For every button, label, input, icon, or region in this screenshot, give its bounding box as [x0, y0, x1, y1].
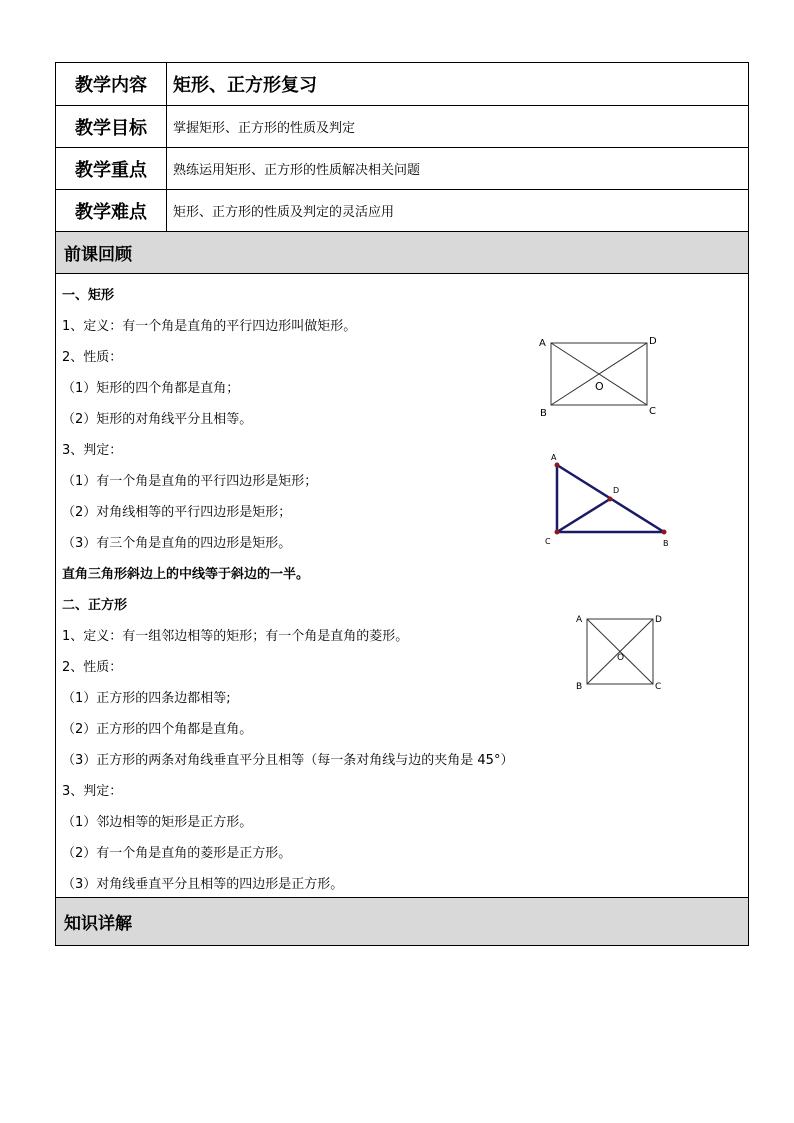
triangle-figure	[534, 452, 674, 552]
sq-label-o: O	[617, 653, 625, 663]
list-item: 2、性质：	[62, 660, 123, 675]
row-key-point	[56, 148, 748, 190]
content-label: 教学内容	[56, 63, 167, 105]
list-item: （1）正方形的四条边都相等;	[62, 691, 231, 706]
list-item: （3）有三个角是直角的四边形是矩形。	[62, 536, 292, 551]
list-item: 2、性质：	[62, 350, 123, 365]
key-value: 熟练运用矩形、正方形的性质解决相关问题	[173, 163, 421, 178]
list-item: 1、定义：有一个角是直角的平行四边形叫做矩形。	[62, 319, 357, 334]
sq-label-c: C	[655, 682, 662, 692]
list-item: （2）对角线相等的平行四边形是矩形；	[62, 505, 292, 520]
difficulty-label: 教学难点	[56, 190, 167, 231]
list-item: （2）矩形的对角线平分且相等。	[62, 412, 253, 427]
point-c	[555, 530, 560, 535]
point-a	[555, 463, 560, 468]
list-item: （2）有一个角是直角的菱形是正方形。	[62, 846, 292, 861]
tri-label-b: B	[663, 539, 669, 548]
review-content	[56, 274, 748, 898]
list-item: （1）邻边相等的矩形是正方形。	[62, 815, 253, 830]
point-d	[608, 497, 613, 502]
sq-label-b: B	[576, 682, 583, 692]
list-item: （1）有一个角是直角的平行四边形是矩形；	[62, 474, 318, 489]
list-item: 1、定义：有一组邻边相等的矩形；有一个角是直角的菱形。	[62, 629, 409, 644]
key-label: 教学重点	[56, 148, 167, 189]
review-section-title: 前课回顾	[56, 232, 748, 274]
lesson-table	[55, 62, 749, 946]
rect-label-c: C	[649, 406, 656, 417]
list-item: （3）对角线垂直平分且相等的四边形是正方形。	[62, 877, 344, 892]
row-goal	[56, 106, 748, 148]
rect-label-b: B	[540, 408, 547, 419]
square-figure	[572, 610, 672, 695]
goal-value: 掌握矩形、正方形的性质及判定	[173, 121, 356, 136]
goal-label: 教学目标	[56, 106, 167, 147]
knowledge-section-title: 知识详解	[56, 898, 748, 945]
square-heading: 二、正方形	[62, 598, 128, 613]
row-content	[56, 63, 748, 106]
difficulty-value: 矩形、正方形的性质及判定的灵活应用	[173, 205, 395, 220]
list-item: （1）矩形的四个角都是直角；	[62, 381, 240, 396]
list-item: 3、判定：	[62, 784, 123, 799]
rect-label-o: O	[595, 380, 604, 393]
rectangle-figure	[534, 332, 664, 422]
point-b	[662, 530, 667, 535]
content-value: 矩形、正方形复习	[173, 75, 317, 96]
tri-label-c: C	[545, 537, 551, 546]
list-item: （3）正方形的两条对角线垂直平分且相等（每一条对角线与边的夹角是 45°）	[62, 753, 514, 768]
list-item: （2）正方形的四个角都是直角。	[62, 722, 253, 737]
row-difficulty	[56, 190, 748, 232]
sq-label-a: A	[576, 615, 583, 625]
rect-label-a: A	[539, 338, 546, 349]
tri-label-d: D	[613, 486, 620, 495]
median-cd	[557, 499, 610, 532]
list-item: 3、判定：	[62, 443, 123, 458]
rect-label-d: D	[649, 336, 657, 347]
tri-label-a: A	[551, 453, 557, 462]
rectangle-heading: 一、矩形	[62, 288, 115, 303]
median-theorem: 直角三角形斜边上的中线等于斜边的一半。	[62, 567, 310, 582]
sq-label-d: D	[655, 615, 662, 625]
